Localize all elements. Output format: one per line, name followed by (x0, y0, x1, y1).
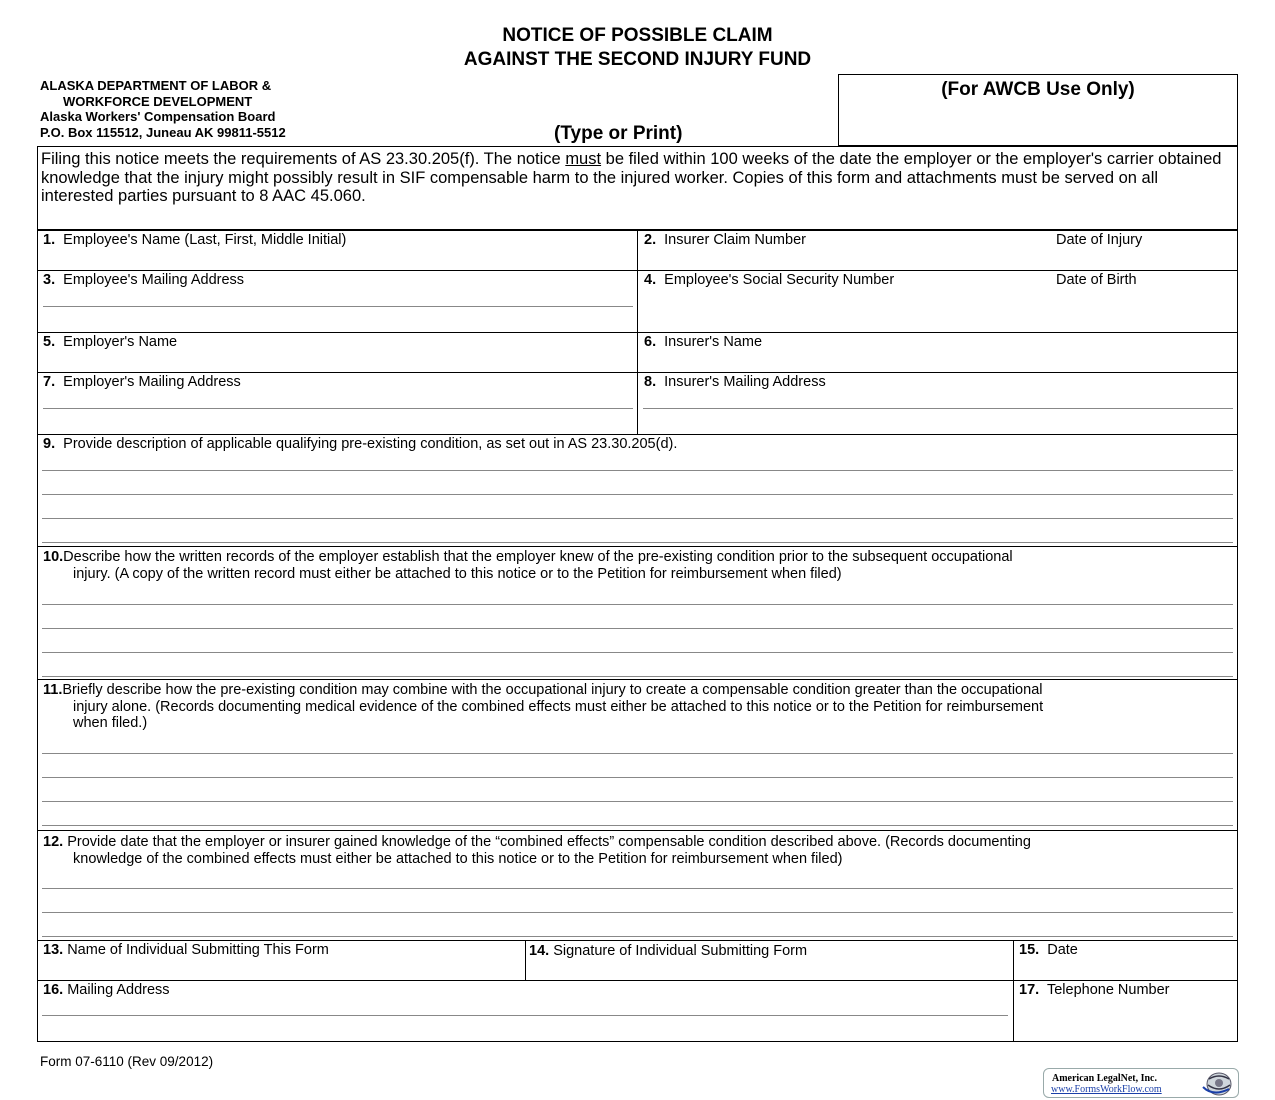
field-12-number: 12. (43, 834, 64, 850)
knowledge-date-field[interactable] (37, 830, 1238, 941)
submission-date-label: Date (1047, 942, 1078, 958)
filing-instructions (37, 146, 1238, 230)
form-title-line1: NOTICE OF POSSIBLE CLAIM (502, 25, 773, 46)
write-line (42, 753, 1233, 754)
insurer-name-label: Insurer's Name (664, 334, 763, 350)
pre-existing-condition-field[interactable] (37, 434, 1238, 547)
field-4-number: 4. (644, 272, 657, 288)
awcb-use-only-box (838, 74, 1238, 146)
instructions-must: must (565, 150, 602, 168)
date-of-birth-label: Date of Birth (1056, 272, 1137, 288)
globe-icon (1199, 1071, 1235, 1097)
employee-mailing-address-label: Employee's Mailing Address (63, 272, 245, 288)
employer-mailing-address-field[interactable] (37, 372, 638, 435)
employee-ssn-label: Employee's Social Security Number (664, 272, 895, 288)
combined-condition-label-cont1: injury alone. (Records documenting medical evidence of the combined effects must either be attached to this notice or to the Petition for reimbursement (73, 698, 1044, 715)
write-line (42, 912, 1233, 913)
employer-name-field[interactable] (37, 332, 638, 373)
knowledge-date-label (43, 834, 1233, 867)
write-line (42, 888, 1233, 889)
employer-mailing-address-label: Employer's Mailing Address (63, 374, 241, 390)
employee-ssn-field[interactable] (637, 270, 1238, 333)
write-line (42, 936, 1233, 937)
combined-condition-label-text: Briefly describe how the pre-existing condition may combine with the occupational injury to create a compensable condition greater than the occupational (62, 682, 1043, 698)
employee-mailing-address-field[interactable] (37, 270, 638, 333)
field-13-number: 13. (43, 942, 64, 958)
write-line (42, 652, 1233, 653)
awcb-use-only-label: (For AWCB Use Only) (941, 79, 1135, 100)
form-title-line2: AGAINST THE SECOND INJURY FUND (463, 49, 812, 70)
field-16-number: 16. (43, 982, 64, 998)
combined-condition-label-cont2: when filed.) (73, 715, 148, 731)
date-of-injury-label: Date of Injury (1056, 232, 1143, 248)
write-line (42, 825, 1233, 826)
instructions-text-2: be filed within 100 weeks of the date the employer or the employer's carrier obtained knowledge that the injury might possibly result in SIF compensable harm to the injured worker. Copies of this form and attachments must be served on all interested parties pursuant to 8 AAC 45.060. (41, 150, 1222, 205)
write-line (42, 470, 1233, 471)
knowledge-date-label-cont: knowledge of the combined effects must either be attached to this notice or to the Petition for reimbursement when filed) (73, 850, 843, 867)
field-17-number: 17. (1019, 982, 1040, 998)
write-line (42, 777, 1233, 778)
telephone-number-field[interactable] (1013, 980, 1238, 1042)
knowledge-date-label-text: Provide date that the employer or insurer gained knowledge of the “combined effects” compensable condition described above. (Records documenting (63, 834, 1031, 850)
field-5-number: 5. (43, 334, 56, 350)
submitter-mailing-address-field[interactable] (37, 980, 1014, 1042)
written-records-field[interactable] (37, 546, 1238, 680)
agency-line-2: WORKFORCE DEVELOPMENT (63, 93, 253, 109)
address-write-line (42, 1015, 1008, 1016)
agency-address-block (40, 78, 286, 140)
field-9-number: 9. (43, 436, 56, 452)
field-11-number: 11. (43, 682, 63, 698)
type-or-print-label: (Type or Print) (554, 123, 683, 144)
badge-company: American LegalNet, Inc. (1052, 1073, 1157, 1084)
agency-line-1: ALASKA DEPARTMENT OF LABOR & (40, 78, 272, 93)
field-3-number: 3. (43, 272, 56, 288)
badge-url-link[interactable]: www.FormsWorkFlow.com (1051, 1084, 1162, 1095)
write-line (42, 676, 1233, 677)
agency-line-3: Alaska Workers' Compensation Board (40, 109, 276, 124)
employee-name-label: Employee's Name (Last, First, Middle Initial) (63, 232, 347, 248)
field-1-number: 1. (43, 232, 56, 248)
submitter-signature-label: Signature of Individual Submitting Form (549, 943, 808, 959)
insurer-mailing-address-field[interactable] (637, 372, 1238, 435)
form-number: Form 07-6110 (Rev 09/2012) (40, 1054, 214, 1069)
write-line (42, 801, 1233, 802)
insurer-claim-number-label: Insurer Claim Number (664, 232, 806, 248)
address-write-line (43, 306, 633, 307)
insurer-mailing-address-label: Insurer's Mailing Address (664, 374, 826, 390)
field-15-number: 15. (1019, 942, 1040, 958)
written-records-label-cont: injury. (A copy of the written record must either be attached to this notice or to the Petition for reimbursement when filed) (73, 565, 842, 582)
insurer-claim-number-field[interactable] (637, 230, 1238, 271)
submitter-name-field[interactable] (37, 940, 526, 981)
write-line (42, 542, 1233, 543)
write-line (42, 518, 1233, 519)
submitter-name-label: Name of Individual Submitting This Form (63, 942, 329, 958)
field-6-number: 6. (644, 334, 657, 350)
submitter-mailing-address-label: Mailing Address (63, 982, 170, 998)
address-write-line (643, 408, 1233, 409)
instructions-text-1: Filing this notice meets the requirements of AS 23.30.205(f). The notice (41, 150, 566, 168)
employee-name-field[interactable] (37, 230, 638, 271)
address-write-line (43, 408, 633, 409)
combined-condition-field[interactable] (37, 679, 1238, 831)
written-records-label-text: Describe how the written records of the employer establish that the employer knew of the pre-existing condition prior to the subsequent occupational (63, 549, 1013, 565)
submitter-signature-field[interactable] (525, 940, 1014, 981)
legalnet-badge[interactable] (1043, 1068, 1239, 1098)
write-line (42, 604, 1233, 605)
pre-existing-condition-label: Provide description of applicable qualifying pre-existing condition, as set out in AS 23.30.205(d). (63, 436, 678, 452)
field-10-number: 10. (43, 549, 64, 565)
field-2-number: 2. (644, 232, 657, 248)
field-7-number: 7. (43, 374, 56, 390)
telephone-number-label: Telephone Number (1046, 982, 1170, 998)
write-line (42, 494, 1233, 495)
agency-line-4: P.O. Box 115512, Juneau AK 99811-5512 (40, 124, 286, 140)
written-records-label (43, 549, 1233, 582)
employer-name-label: Employer's Name (63, 334, 178, 350)
field-14-number: 14. (529, 943, 550, 959)
insurer-name-field[interactable] (637, 332, 1238, 373)
combined-condition-label (43, 682, 1233, 732)
submission-date-field[interactable] (1013, 940, 1238, 981)
field-8-number: 8. (644, 374, 657, 390)
write-line (42, 628, 1233, 629)
